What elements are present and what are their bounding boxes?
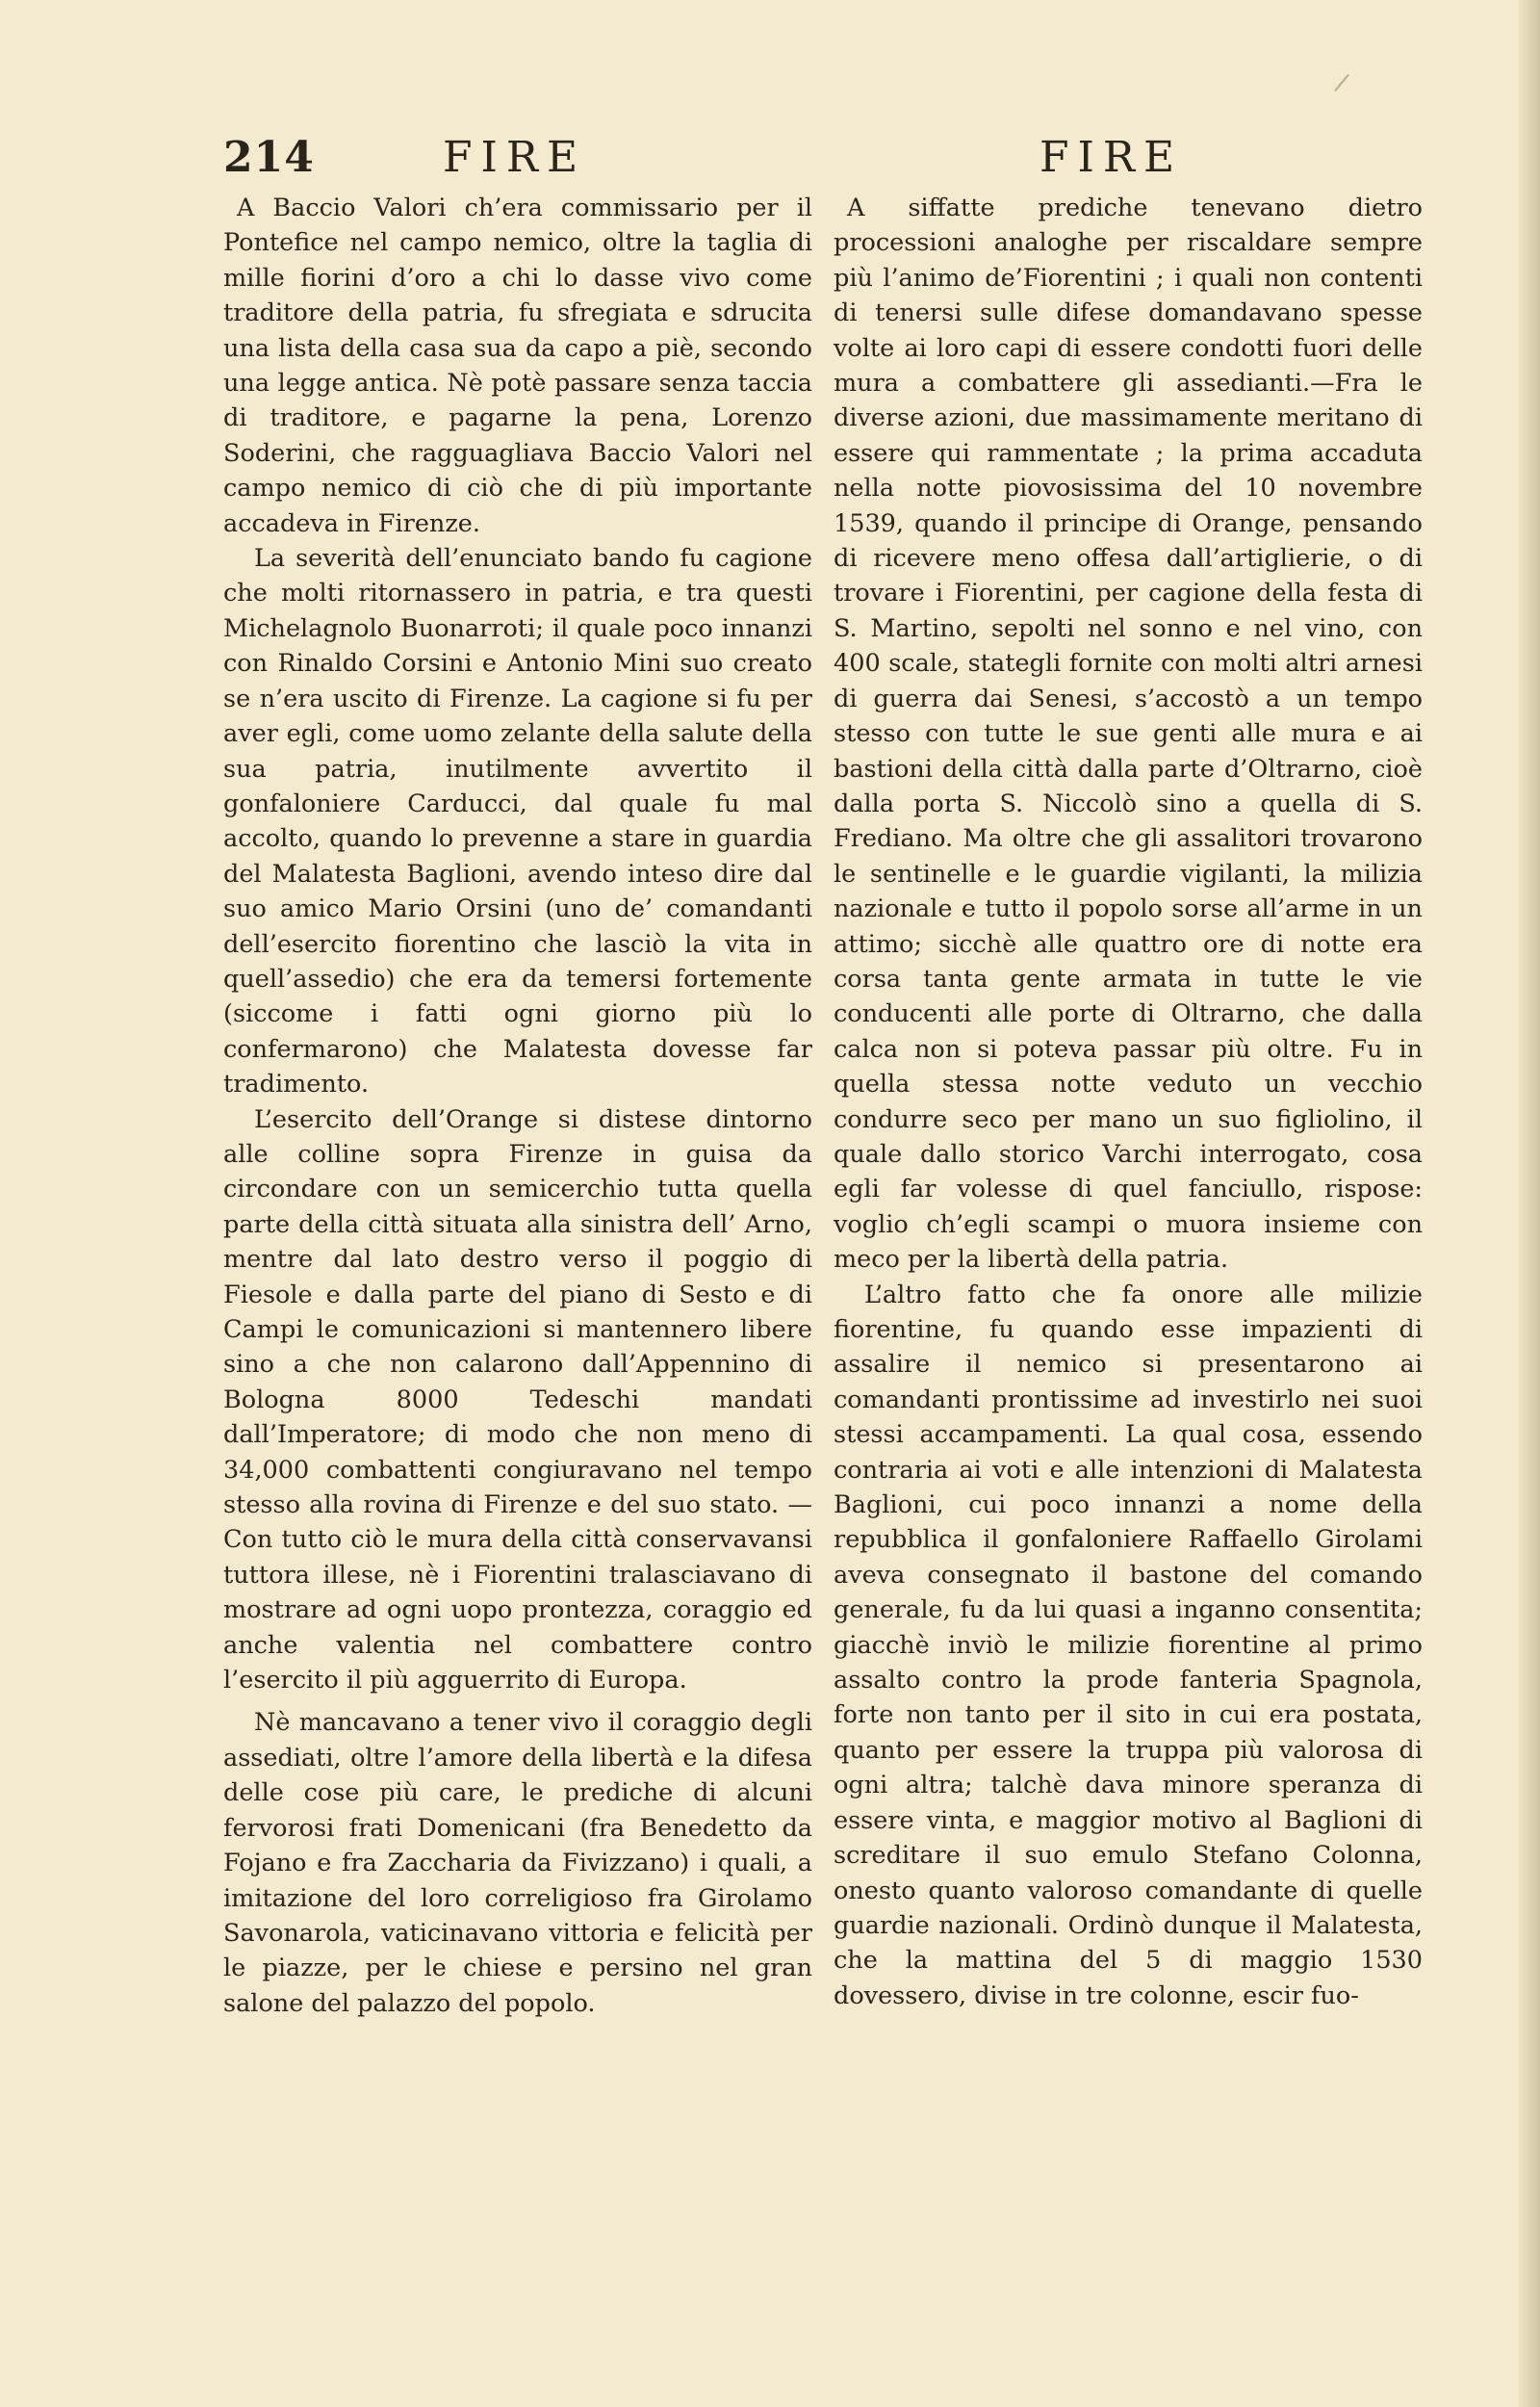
paragraph: A Baccio Valori ch’era commissario per il Pontefice nel campo nemico, oltre la taglia di mille fiorini d’oro a chi lo dasse vivo come traditore della patria, fu sfregiata e sdrucita una lista della casa sua da capo a piè, secondo una legge antica. Nè potè passare senza taccia di traditore, e pagarne la pena, Lorenzo Soderini, che ragguagliava Baccio Valori nel campo nemico di ciò che di più importante accadeva in Firenze.: [223, 194, 812, 538]
page-number: 214: [223, 133, 315, 182]
paragraph: Nè mancavano a tener vivo il coraggio degli assediati, oltre l’amore della libertà e la difesa delle cose più care, le prediche di alcuni fervorosi frati Domenicani (fra Benedetto da Fojano e fra Zaccharia da Fivizzano) i quali, a imitazione del loro correligioso fra Girolamo Savonarola, vaticinavano vittoria e felicità per le piazze, per le chiese e persino nel gran salone del palazzo del popolo.: [223, 1708, 812, 2018]
paragraph: La severità dell’enunciato bando fu cagione che molti ritornassero in patria, e tra questi Michelagnolo Buonarroti; il quale poco innanzi con Rinaldo Corsini e Antonio Mini suo creato se n’era uscito di Firenze. La cagione si fu per aver egli, come uomo zelante della salute della sua patria, inutilmente avvertito il gonfaloniere Carducci, dal quale fu mal accolto, quando lo prevenne a stare in guardia del Malatesta Baglioni, avendo inteso dire dal suo amico Mario Orsini (uno de’ comandanti dell’esercito fiorentino che lasciò la vita in quell’assedio) che era da temersi fortemente (siccome i fatti ogni giorno più lo confermarono) che Malatesta dovesse far tradimento.: [223, 544, 812, 1100]
left-text-column: [223, 191, 812, 2021]
paragraph: L’esercito dell’Orange si distese dintorno alle colline sopra Firenze in guisa da circondare con un semicerchio tutta quella parte della città situata alla sinistra dell’ Arno, mentre dal lato destro verso il poggio di Fiesole e dalla parte del piano di Sesto e di Campi le comunicazioni si mantennero libere sino a che non calarono dall’Appennino di Bologna 8000 Tedeschi mandati dall’Imperatore; di modo che non meno di 34,000 combattenti congiuravano nel tempo stesso alla rovina di Firenze e del suo stato. — Con tutto ciò le mura della città conservavansi tuttora illese, nè i Fiorentini tralasciavano di mostrare ad ogni uopo prontezza, coraggio ed anche valentia nel combattere contro l’esercito il più agguerrito di Europa.: [223, 1104, 812, 1695]
running-header: [223, 133, 1407, 183]
left-column-heading: FIRE: [443, 133, 587, 182]
right-column-heading: FIRE: [1040, 133, 1184, 182]
paragraph: A siffatte prediche tenevano dietro processioni analoghe per riscaldare sempre più l’animo de’Fiorentini ; i quali non contenti di tenersi sulle difese domandavano spesse volte ai loro capi di essere condotti fuori delle mura a combattere gli assedianti.—Fra le diverse azioni, due massimamente meritano di essere qui rammentate ; la prima accaduta nella notte piovosissima del 10 novembre 1539, quando il principe di Orange, pensando di ricevere meno offesa dall’artiglierie, o di trovare i Fiorentini, per cagione della festa di S. Martino, sepolti nel sonno e nel vino, con 400 scale, stategli fornite con molti altri arnesi di guerra dai Senesi, s’accostò a un tempo stesso con tutte le sue genti alle mura e ai bastioni della città dalla parte d’Oltrarno, cioè dalla porta S. Niccolò sino a quella di S. Frediano. Ma oltre che gli assalitori trovarono le sentinelle e le guardie vigilanti, la milizia nazionale e tutto il popolo sorse all’arme in un attimo; sicchè alle quattro ore di notte era corsa tanta gente armata in tutte le vie conducenti alle porte di Oltrarno, che dalla calca non si poteva passar più oltre. Fu in quella stessa notte veduto un vecchio condurre seco per mano un suo figliolino, il quale dallo storico Varchi interrogato, cosa egli far volesse di quel fanciullo, rispose: voglio ch’egli scampi o muora insieme con meco per la libertà della patria.: [834, 194, 1423, 1275]
pencil-mark: [1334, 74, 1349, 91]
right-text-column: [834, 191, 1423, 2013]
page-edge-shadow: [1519, 0, 1540, 2407]
paragraph: L’altro fatto che fa onore alle milizie fiorentine, fu quando esse impazienti di assalire il nemico si presentarono ai comandanti prontissime ad investirlo nei suoi stessi accampamenti. La qual cosa, essendo contraria ai voti e alle intenzioni di Malatesta Baglioni, cui poco innanzi a nome della repubblica il gonfaloniere Raffaello Girolami aveva consegnato il bastone del comando generale, fu da lui quasi a inganno consentita; giacchè inviò le milizie fiorentine al primo assalto contro la prode fanteria Spagnola, forte non tanto per il sito in cui era postata, quanto per essere la truppa più valorosa di ogni altra; talchè dava minore speranza di essere vinta, e maggior motivo al Baglioni di screditare il suo emulo Stefano Colonna, onesto quanto valoroso comandante di quelle guardie nazionali. Ordinò dunque il Malatesta, che la mattina del 5 di maggio 1530 dovessero, divise in tre colonne, escir fuo-: [834, 1280, 1423, 2010]
